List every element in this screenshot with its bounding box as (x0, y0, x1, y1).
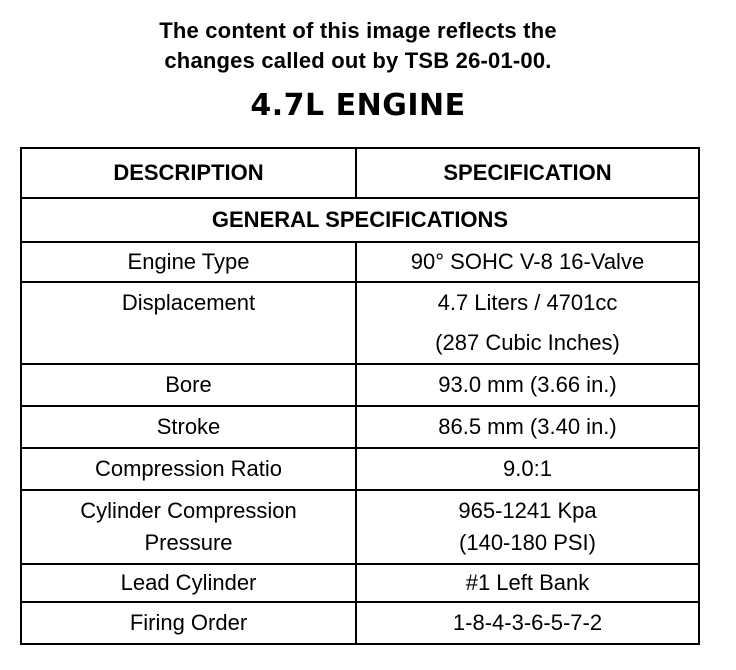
row-description (21, 282, 356, 364)
row-description (21, 490, 356, 564)
table-row (21, 490, 699, 564)
row-specification-line: (287 Cubic Inches) (435, 330, 620, 355)
table-row (21, 564, 699, 602)
row-specification-line: 4.7 Liters / 4701cc (437, 290, 618, 315)
engine-spec-table (20, 147, 700, 645)
row-specification-line: (140-180 PSI) (459, 530, 596, 555)
section-row (21, 198, 699, 242)
row-specification (356, 282, 699, 364)
row-description: Bore (21, 364, 356, 406)
row-specification (356, 490, 699, 564)
row-specification-line: 965-1241 Kpa (458, 498, 597, 523)
table-header-row (21, 148, 699, 198)
row-specification: 93.0 mm (3.66 in.) (356, 364, 699, 406)
row-description: Lead Cylinder (21, 564, 356, 602)
row-description-line: Pressure (144, 530, 233, 555)
header-specification: SPECIFICATION (356, 148, 699, 198)
row-specification: #1 Left Bank (356, 564, 699, 602)
section-title: GENERAL SPECIFICATIONS (21, 198, 699, 242)
table-row (21, 364, 699, 406)
table-row (21, 282, 699, 364)
row-specification: 90° SOHC V-8 16-Valve (356, 242, 699, 282)
row-specification: 9.0:1 (356, 448, 699, 490)
row-description-line: Cylinder Compression (80, 498, 297, 523)
row-description: Stroke (21, 406, 356, 448)
header-description: DESCRIPTION (21, 148, 356, 198)
row-description: Compression Ratio (21, 448, 356, 490)
tsb-notice (0, 16, 736, 76)
row-description-line: Displacement (121, 290, 256, 315)
table-row (21, 242, 699, 282)
table-row (21, 602, 699, 644)
engine-title: 4.7L ENGINE (250, 88, 466, 123)
row-specification: 1-8-4-3-6-5-7-2 (356, 602, 699, 644)
row-description: Firing Order (21, 602, 356, 644)
table-row (21, 406, 699, 448)
tsb-notice-line-1: The content of this image reflects the (159, 18, 557, 43)
row-specification: 86.5 mm (3.40 in.) (356, 406, 699, 448)
tsb-notice-line-2: changes called out by TSB 26-01-00. (164, 48, 552, 73)
table-row (21, 448, 699, 490)
row-description: Engine Type (21, 242, 356, 282)
